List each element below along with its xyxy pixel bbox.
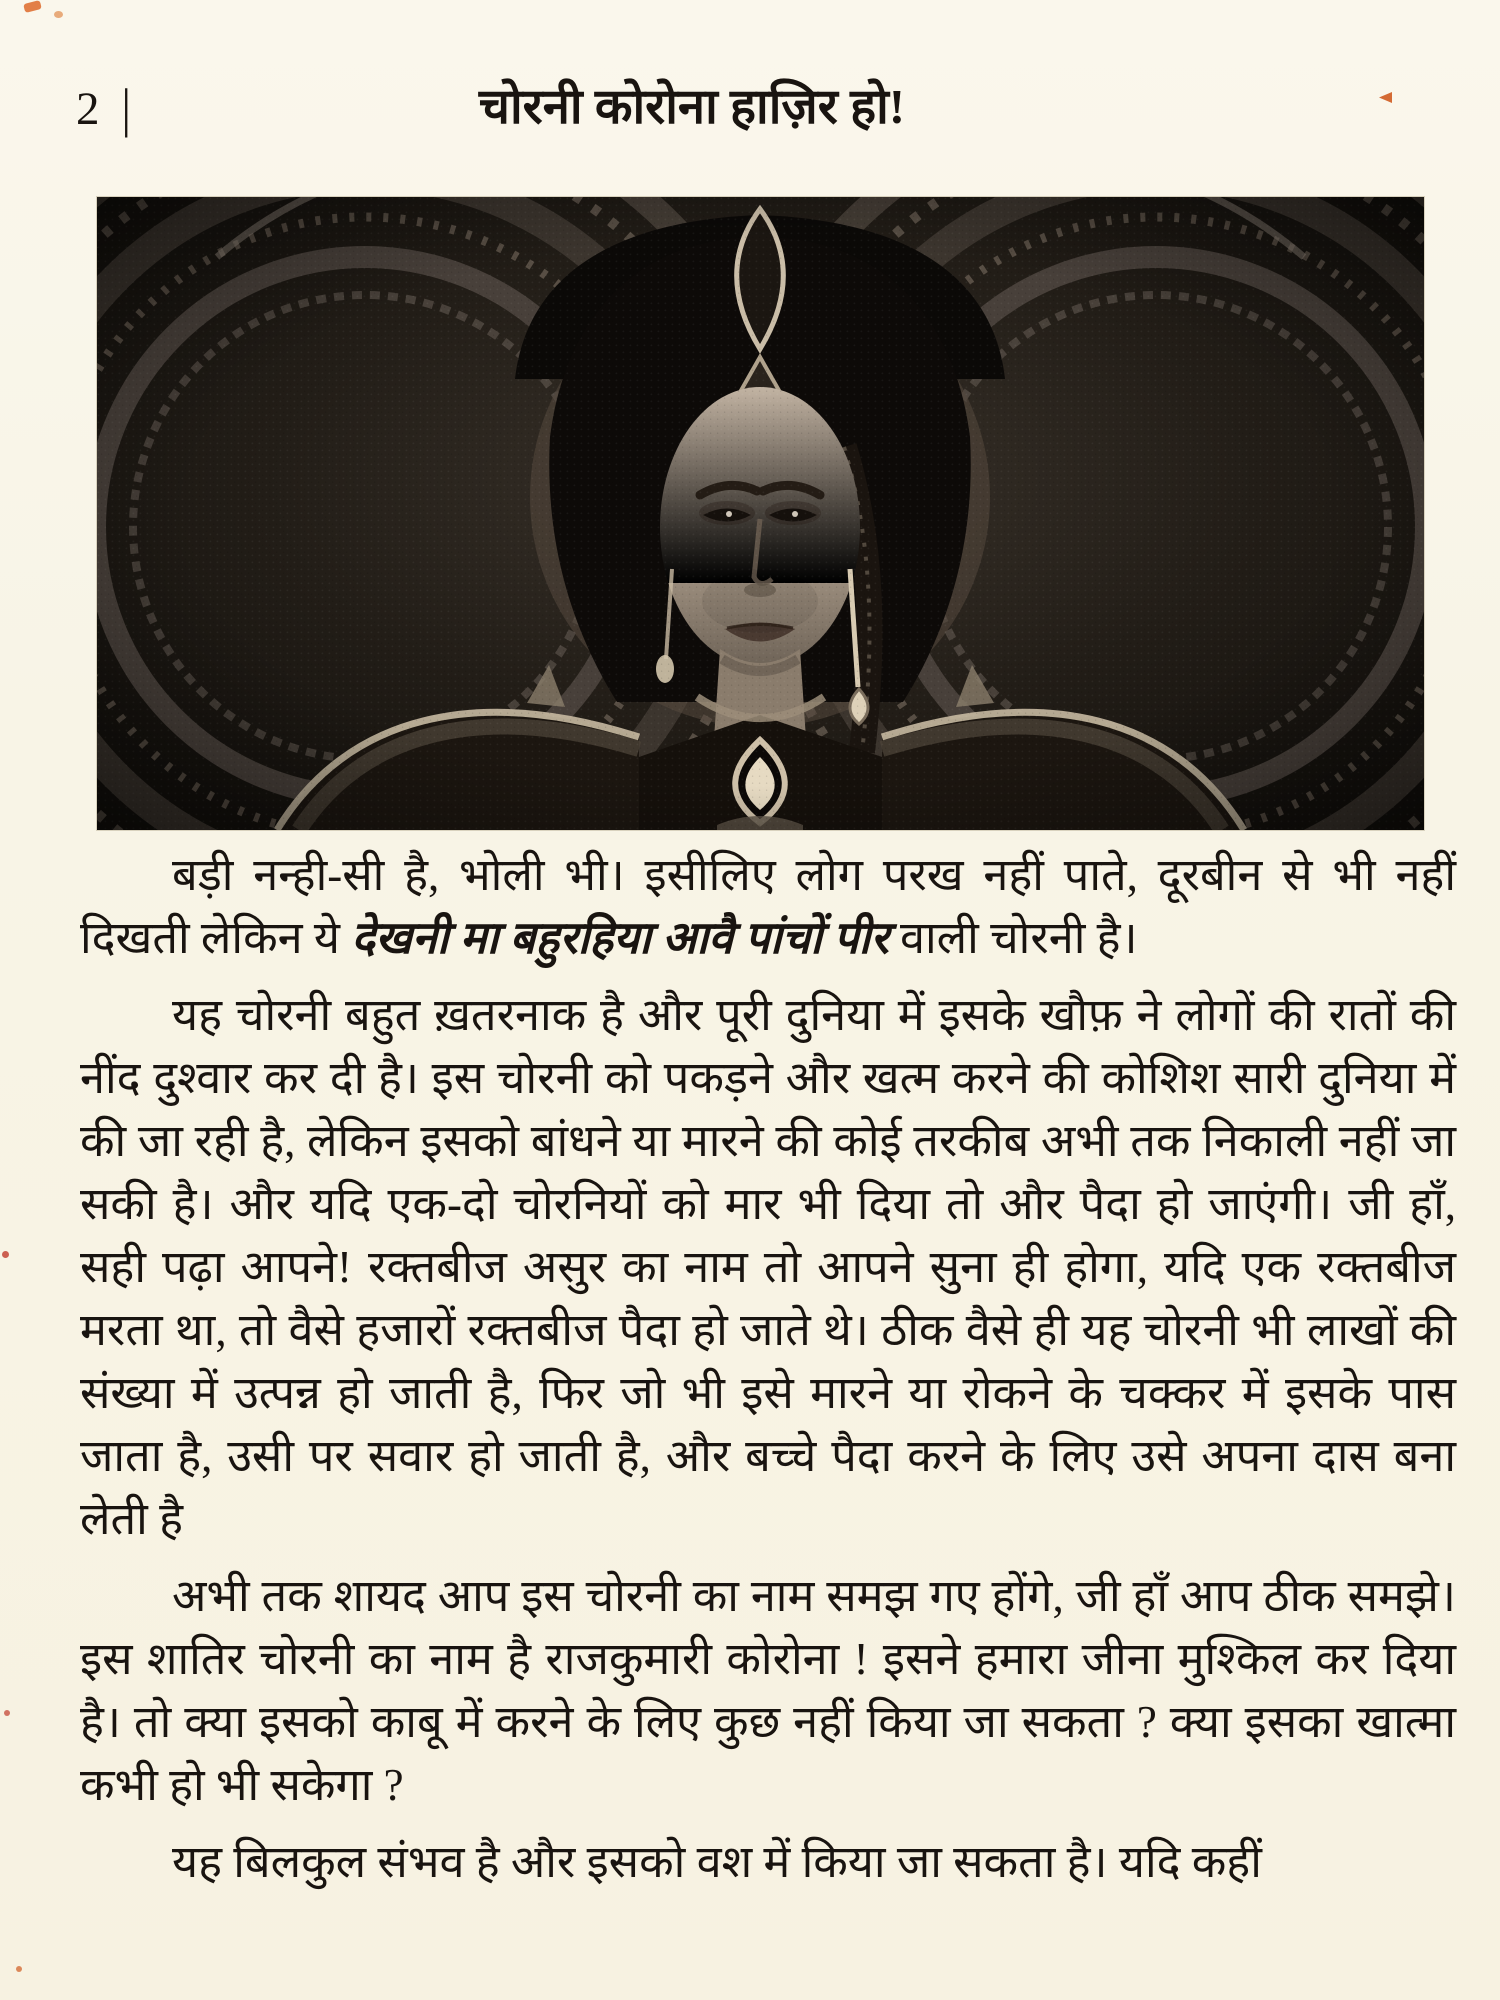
body-paragraph xyxy=(80,1565,1456,1817)
scan-artifact-mark xyxy=(23,0,42,13)
goddess-portrait-image xyxy=(97,197,1424,830)
emphasized-phrase: देखनी मा बहुरहिया आवै पांचों पीर xyxy=(351,913,889,963)
scan-artifact-mark xyxy=(54,11,63,18)
paragraph-text: वाली चोरनी है। xyxy=(888,913,1138,963)
page-number-value: 2 xyxy=(76,83,102,135)
paragraph-text: बड़ी नन्ही-सी है, भोली भी। इसीलिए लोग परख नहीं पाते, दूरबीन से भी नहीं दिखती लेकिन ये xyxy=(80,850,1456,963)
vignette-overlay xyxy=(97,197,1424,830)
paragraph-text: अभी तक शायद आप इस चोरनी का नाम समझ गए होंगे, जी हाँ आप ठीक समझे। इस शातिर चोरनी का नाम है राजकुमारी कोरोना ! इसने हमारा जीना मुश्किल कर दिया है। तो क्या इसको काबू में करने के लिए कुछ नहीं किया जा सकता ? क्या इसका खात्मा कभी हो भी सकेगा ? xyxy=(80,1571,1456,1810)
scan-artifact-mark xyxy=(4,1710,10,1716)
page-title: चोरनी कोरोना हाज़िर हो! xyxy=(478,79,906,134)
scan-artifact-mark xyxy=(16,1966,22,1972)
scan-artifact-mark xyxy=(2,1251,9,1258)
portrait-svg xyxy=(97,197,1424,830)
paragraph-text: यह बिलकुल संभव है और इसको वश में किया जा सकता है। यदि कहीं xyxy=(172,1837,1262,1887)
paragraph-text: यह चोरनी बहुत ख़तरनाक है और पूरी दुनिया में इसके खौफ़ ने लोगों की रातों की नींद दुश्वार कर दी है। इस चोरनी को पकड़ने और खत्म करने की कोशिश सारी दुनिया में की जा रही है, लेकिन इसको बांधने या मारने की कोई तरकीब अभी तक निकाली नहीं जा सकी है। और यदि एक-दो चोरनियों को मार भी दिया तो और पैदा हो जाएंगी। जी हाँ, सही पढ़ा आपने! रक्तबीज असुर का नाम तो आपने सुना ही होगा, यदि एक रक्तबीज मरता था, तो वैसे हजारों रक्तबीज पैदा हो जाते थे। ठीक वैसे ही यह चोरनी भी लाखों की संख्या में उत्पन्न हो जाती है, फिर जो भी इसे मारने या रोकने के चक्कर में इसके पास जाता है, उसी पर सवार हो जाती है, और बच्चे पैदा करने के लिए उसे अपना दास बना लेती है xyxy=(80,990,1456,1544)
body-paragraph xyxy=(80,844,1456,970)
body-text xyxy=(80,844,1456,1894)
body-paragraph xyxy=(80,1831,1456,1894)
body-paragraph xyxy=(80,984,1456,1551)
page-number-divider: | xyxy=(121,79,133,139)
